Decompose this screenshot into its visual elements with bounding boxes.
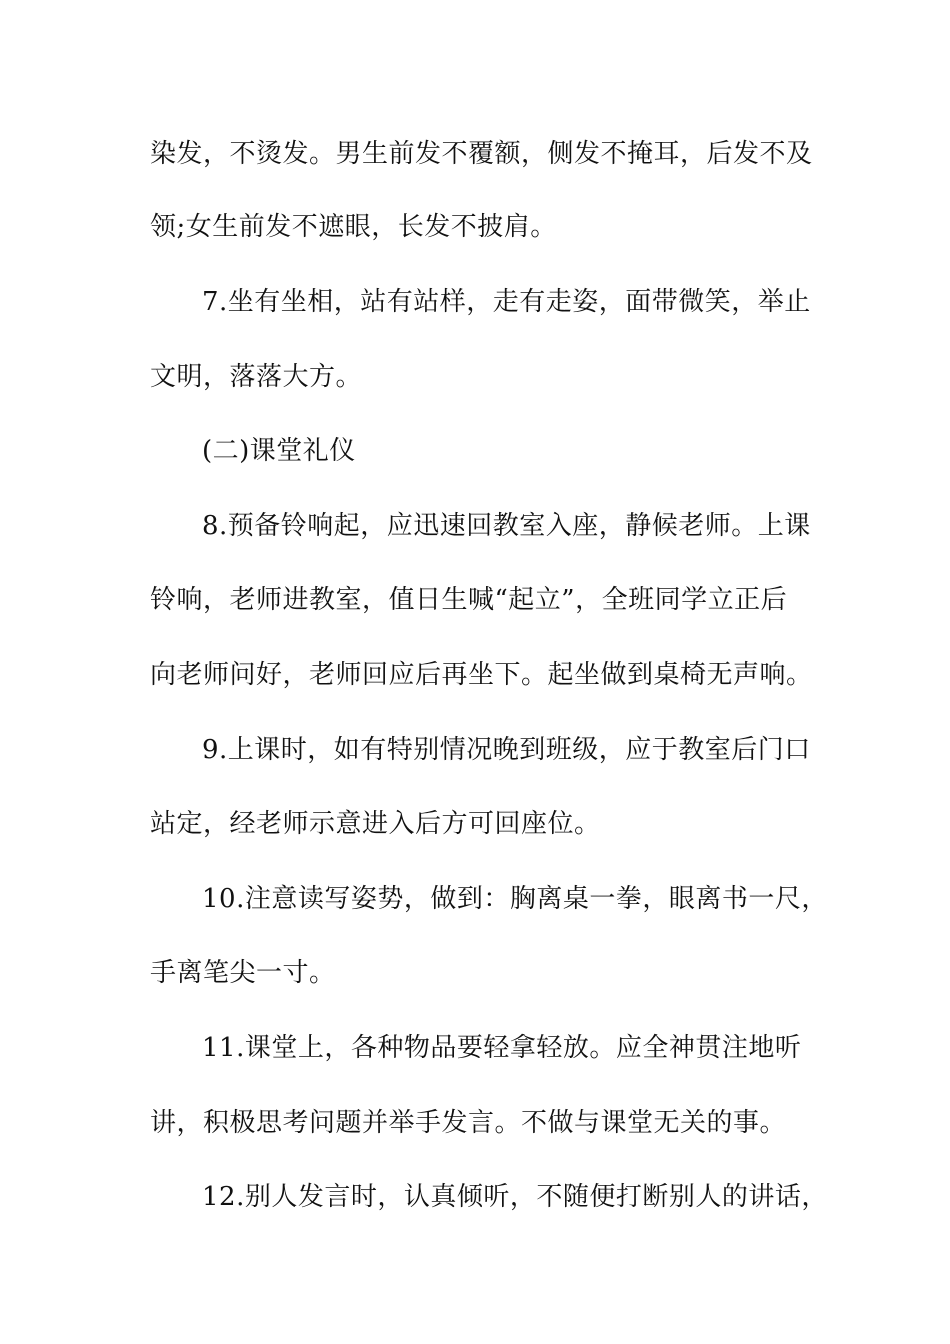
paragraph-item-11: 11.课堂上，各种物品要轻拿轻放。应全神贯注地听 [202,1033,802,1063]
paragraph-item-8: 8.预备铃响起，应迅速回教室入座，静候老师。上课 [202,511,811,541]
paragraph-item-10: 10.注意读写姿势，做到：胸离桌一拳，眼离书一尺， [202,884,828,914]
text-line: 领;女生前发不遮眼，长发不披肩。 [150,212,557,242]
text-line: 讲，积极思考问题并举手发言。不做与课堂无关的事。 [150,1108,787,1138]
text-line: 向老师问好，老师回应后再坐下。起坐做到桌椅无声响。 [150,660,813,690]
paragraph-item-7: 7.坐有坐相，站有站样，走有走姿，面带微笑，举止 [202,287,811,317]
paragraph-item-9: 9.上课时，如有特别情况晚到班级，应于教室后门口 [202,735,811,765]
text-line: 染发，不烫发。男生前发不覆额，侧发不掩耳，后发不及 [150,139,813,169]
paragraph-item-12: 12.别人发言时，认真倾听，不随便打断别人的讲话， [202,1182,828,1212]
text-line: 文明，落落大方。 [150,362,363,392]
text-line: 铃响，老师进教室，值日生喊“起立”，全班同学立正后 [150,585,788,615]
section-heading: (二)课堂礼仪 [202,436,356,466]
text-line: 站定，经老师示意进入后方可回座位。 [150,809,601,839]
text-line: 手离笔尖一寸。 [150,958,336,988]
